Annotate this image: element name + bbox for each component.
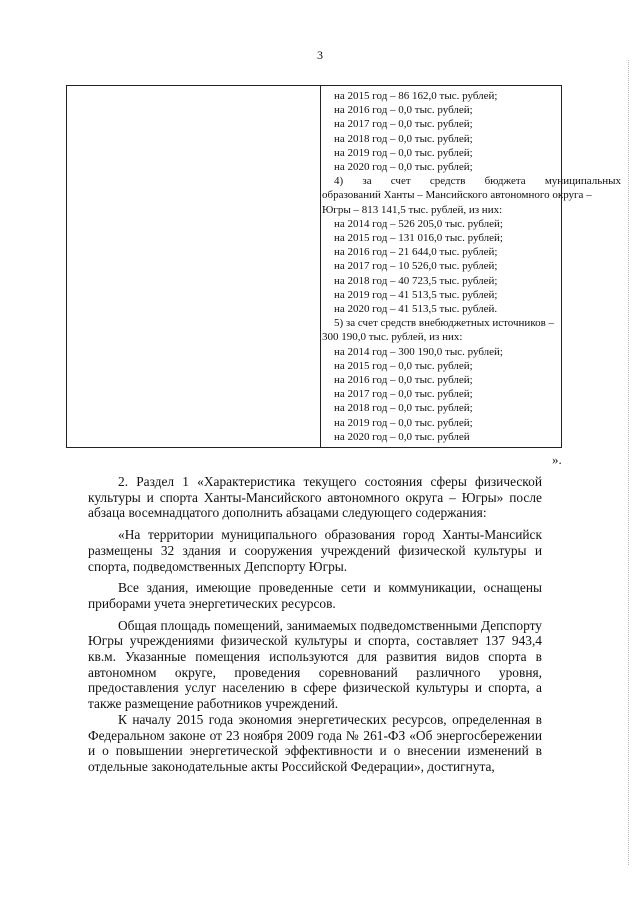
table-line: на 2015 год – 131 016,0 тыс. рублей; [334, 232, 503, 245]
table-line: на 2016 год – 0,0 тыс. рублей; [334, 104, 473, 117]
paragraph-total-area: Общая площадь помещений, занимаемых подведомственными Депспорту Югры учреждениями физической культуры и спорта, составляет 137 943,4 кв.м. Указанные помещения используются для развития видов спорта в автономном округе, проведения соревнований различного уровня, предоставления услуг населению в сфере физической культуры и спорта, а также размещение работников учреждений. [88, 617, 542, 712]
table-line: 4) за счет средств бюджета муниципальных [334, 175, 621, 188]
closing-quote-mark: ». [552, 452, 562, 467]
table-line: на 2015 год – 86 162,0 тыс. рублей; [334, 90, 498, 102]
table-line: на 2016 год – 21 644,0 тыс. рублей; [334, 246, 498, 259]
document-body [88, 474, 542, 775]
paragraph-section-amendment: 2. Раздел 1 «Характеристика текущего состояния сферы физической культуры и спорта Ханты-Мансийского автономного округа – Югры» после абзаца восемнадцатого дополнить абзацами следующего содержания: [88, 474, 542, 521]
table-line: на 2018 год – 40 723,5 тыс. рублей; [334, 274, 498, 287]
table-line: на 2020 год – 0,0 тыс. рублей [334, 430, 470, 443]
paragraph-khanty-mansiysk-buildings: «На территории муниципального образования город Ханты-Мансийск размещены 32 здания и сооружения учреждений физической культуры и спорта, подведомственных Депспорту Югры. [88, 527, 542, 574]
table-line: на 2018 год – 0,0 тыс. рублей; [334, 402, 473, 415]
table-line: на 2020 год – 41 513,5 тыс. рублей. [334, 303, 498, 316]
table-line: на 2016 год – 0,0 тыс. рублей; [334, 374, 473, 387]
table-line: на 2017 год – 10 526,0 тыс. рублей; [334, 260, 498, 273]
table-line: на 2019 год – 0,0 тыс. рублей; [334, 416, 473, 429]
scan-edge-artifact [628, 60, 630, 865]
table-line: Югры – 813 141,5 тыс. рублей, из них: [322, 203, 503, 216]
table-cell-funding [322, 89, 621, 444]
table-line: образований Ханты – Мансийского автономного округа – [322, 189, 592, 202]
paragraph-energy-savings: К началу 2015 года экономия энергетических ресурсов, определенная в Федеральном законе от 23 ноября 2009 года № 261-ФЗ «Об энергосбережении и о повышении энергетической эффективности и о внесении изменений в отдельные законодательные акты Российской Федерации», достигнута, [88, 711, 542, 774]
table-line: на 2017 год – 0,0 тыс. рублей; [334, 118, 473, 131]
table-line: на 2015 год – 0,0 тыс. рублей; [334, 359, 473, 372]
table-line: на 2014 год – 526 205,0 тыс. рублей; [334, 217, 503, 230]
paragraph-metering: Все здания, имеющие проведенные сети и коммуникации, оснащены приборами учета энергетических ресурсов. [88, 580, 542, 611]
table-line: на 2014 год – 300 190,0 тыс. рублей; [334, 345, 503, 358]
table-column-divider [320, 86, 321, 447]
table-line: на 2019 год – 41 513,5 тыс. рублей; [334, 288, 498, 301]
funding-table [66, 85, 621, 448]
table-line: 5) за счет средств внебюджетных источников – [334, 317, 555, 330]
table-line: на 2018 год – 0,0 тыс. рублей; [334, 132, 473, 145]
table-line: на 2020 год – 0,0 тыс. рублей; [334, 161, 473, 174]
page-number: 3 [317, 48, 323, 62]
table-line: 300 190,0 тыс. рублей, из них: [322, 331, 463, 344]
table-line: на 2017 год – 0,0 тыс. рублей; [334, 388, 473, 401]
table-line: на 2019 год – 0,0 тыс. рублей; [334, 146, 473, 159]
